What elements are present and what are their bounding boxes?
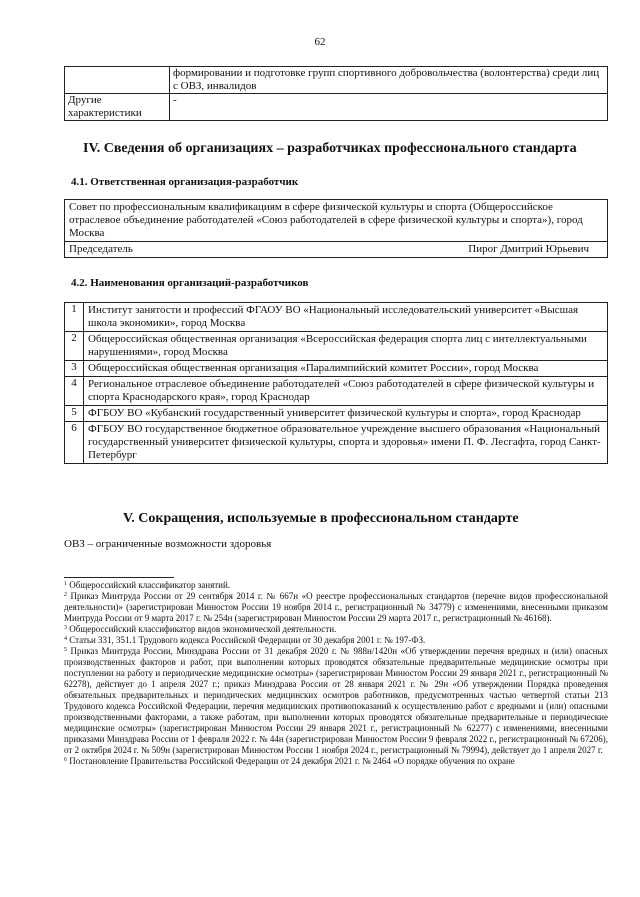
org-name: Общероссийская общественная организация «Всероссийская федерация спорта лиц с интеллектуальными нарушениями», город Москва <box>84 332 608 361</box>
table-row <box>65 303 608 332</box>
table-cell-label: Другие характеристики <box>65 94 170 121</box>
footnote-mark: 2 <box>64 592 67 598</box>
table-cell-label <box>65 67 170 94</box>
responsible-organization-table <box>64 199 608 258</box>
footnote-mark: 1 <box>64 581 67 587</box>
org-name: Региональное отраслевое объединение работодателей «Союз работодателей в сфере физической культуры и спорта Краснодарского края», город Краснодар <box>84 377 608 406</box>
signatory-cell <box>65 242 608 258</box>
org-name: Институт занятости и профессий ФГАОУ ВО «Национальный исследовательский университет «Высшая школа экономики», город Москва <box>84 303 608 332</box>
footnote <box>64 635 608 646</box>
table-row <box>65 67 608 94</box>
signatory-role: Председатель <box>69 243 133 255</box>
org-number: 3 <box>65 361 84 377</box>
table-row <box>65 332 608 361</box>
page-number: 62 <box>314 36 326 48</box>
footnote-text: Постановление Правительства Российской Федерации от 24 декабря 2021 г. № 2464 «О порядке обучения по охране <box>69 756 515 766</box>
section-4-heading: IV. Сведения об организациях – разработчиках профессионального стандарта <box>83 141 577 156</box>
section-5-heading: V. Сокращения, используемые в профессиональном стандарте <box>123 511 519 526</box>
table-row <box>65 361 608 377</box>
subsection-4-1-heading: 4.1. Ответственная организация-разработчик <box>71 176 299 188</box>
footnote <box>64 580 608 591</box>
footnote-mark: 5 <box>64 647 67 653</box>
org-number: 5 <box>65 406 84 422</box>
org-number: 4 <box>65 377 84 406</box>
org-name: Общероссийская общественная организация «Паралимпийский комитет России», город Москва <box>84 361 608 377</box>
org-number: 6 <box>65 422 84 464</box>
footnote-text: Статьи 331, 351.1 Трудового кодекса Российской Федерации от 30 декабря 2001 г. № 197-ФЗ. <box>69 635 426 645</box>
footnote <box>64 624 608 635</box>
org-number: 2 <box>65 332 84 361</box>
table-row <box>65 242 608 258</box>
footnote-text: Общероссийский классификатор видов экономической деятельности. <box>69 624 337 634</box>
footnote-separator <box>64 577 174 578</box>
developer-organizations-table <box>64 302 608 464</box>
org-name: ФГБОУ ВО государственное бюджетное образовательное учреждение высшего образования «Национальный государственный университет физической культуры, спорта и здоровья» имени П. Ф. Лесгафта, город Санкт-Петербург <box>84 422 608 464</box>
footnote <box>64 646 608 756</box>
characteristics-table <box>64 66 608 121</box>
abbreviation-entry: ОВЗ – ограниченные возможности здоровья <box>64 538 272 550</box>
table-row <box>65 406 608 422</box>
org-name: ФГБОУ ВО «Кубанский государственный университет физической культуры и спорта», город Краснодар <box>84 406 608 422</box>
org-number: 1 <box>65 303 84 332</box>
footnote-text: Приказ Минтруда России от 29 сентября 2014 г. № 667н «О реестре профессиональных стандартов (перечне видов профессиональной деятельности)» (зарегистрирован Минюстом России 19 ноября 2014 г., регистрационный № 34779) с изменениями, внесенными приказом Минтруда России от 9 марта 2017 г. № 254н (зарегистрирован Минюстом России 29 марта 2017 г., регистрационный № 46168). <box>64 591 609 623</box>
footnote-text: Приказ Минтруда России, Минздрава России от 31 декабря 2020 г. № 988н/1420н «Об утверждении перечня вредных и (или) опасных производственных факторов и работ, при выполнении которых проводятся обязательные предварительные медицинские осмотры при поступлении на работу и периодические медицинские осмотры» (зарегистрирован Минюстом России 29 января 2021 г., регистрационный № 62278), действует до 1 апреля 2027 г.; приказ Минздрава России от 28 января 2021 г. № 29н «Об утверждении Порядка проведения обязательных предварительных и периодических медицинских осмотров работников, предусмотренных частью четвертой статьи 213 Трудового кодекса Российской Федерации, перечня медицинских противопоказаний к осуществлению работ с вредными и (или) опасными производственными факторами, а также работам, при выполнении которых проводятся обязательные предварительные и периодические медицинские осмотры» (зарегистрирован Минюстом России 29 января 2021 г., регистрационный № 62277) с изменениями, внесенными приказами Минздрава России от 1 февраля 2022 г. № 44н (зарегистрирован Минюстом России 9 февраля 2022 г., регистрационный № 67206), от 2 октября 2024 г. № 509н (зарегистрирован Минюстом России 1 ноября 2024 г., регистрационный № 79994), действует до 1 апреля 2027 г. <box>64 646 608 755</box>
footnote <box>64 591 608 624</box>
responsible-organization-name: Совет по профессиональным квалификациям в сфере физической культуры и спорта (Общероссийское отраслевое объединение работодателей «Союз работодателей в сфере физической культуры и спорта»), город Москва <box>65 200 608 242</box>
signatory-name: Пирог Дмитрий Юрьевич <box>468 243 589 255</box>
table-cell-value: - <box>170 94 608 121</box>
table-row <box>65 422 608 464</box>
table-row <box>65 377 608 406</box>
subsection-4-2-heading: 4.2. Наименования организаций-разработчиков <box>71 277 309 289</box>
footnote-text: Общероссийский классификатор занятий. <box>69 580 231 590</box>
signatory-row <box>69 243 603 256</box>
footnotes <box>64 580 608 767</box>
table-row <box>65 94 608 121</box>
table-row <box>65 200 608 242</box>
footnote-mark: 3 <box>64 625 67 631</box>
table-cell-value: формировании и подготовке групп спортивного добровольчества (волонтерства) среди лиц с ОВЗ, инвалидов <box>170 67 608 94</box>
footnote-mark: 6 <box>64 757 67 763</box>
footnote-mark: 4 <box>64 636 67 642</box>
footnote <box>64 756 608 767</box>
